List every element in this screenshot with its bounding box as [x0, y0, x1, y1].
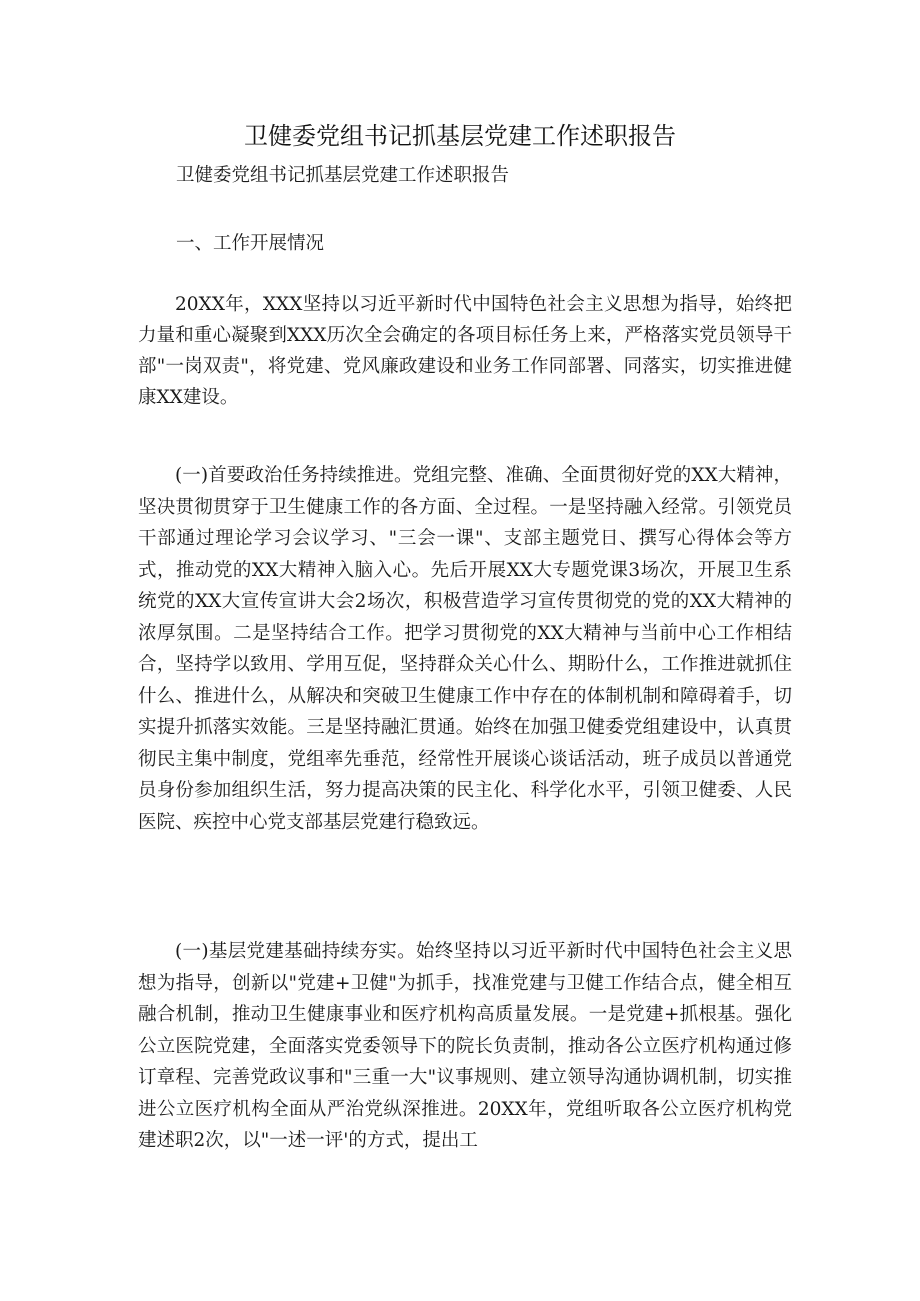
section-heading: 一、工作开展情况	[176, 233, 325, 254]
paragraph-grassroots-foundation: (一)基层党建基础持续夯实。始终坚持以习近平新时代中国特色社会主义思想为指导，创新以"党建+卫健"为抓手，找准党建与卫健工作结合点，健全相互融合机制，推动卫生健康事业和医疗机构高质量发展。一是党建+抓根基。强化公立医院党建，全面落实党委领导下的院长负责制，推动各公立医疗机构通过修订章程、完善党政议事和"三重一大"议事规则、建立领导沟通协调机制，切实推进公立医疗机构全面从严治党纵深推进。20XX年，党组听取各公立医疗机构党建述职2次，以"一述一评'的方式，提出工	[138, 941, 792, 1151]
document-subtitle: 卫健委党组书记抓基层党建工作述职报告	[176, 165, 510, 186]
document-title: 卫健委党组书记抓基层党建工作述职报告	[244, 122, 676, 150]
paragraph-political-task: (一)首要政治任务持续推进。党组完整、准确、全面贯彻好党的XX大精神，坚决贯彻贯穿于卫生健康工作的各方面、全过程。一是坚持融入经常。引领党员干部通过理论学习会议学习、"三会一课"、支部主题党日、撰写心得体会等方式，推动党的XX大精神入脑入心。先后开展XX大专题党课3场次，开展卫生系统党的XX大宣传宣讲大会2场次，积极营造学习宣传贯彻党的党的XX大精神的浓厚氛围。二是坚持结合工作。把学习贯彻党的XX大精神与当前中心工作相结合，坚持学以致用、学用互促，坚持群众关心什么、期盼什么，工作推进就抓住什么、推进什么，从解决和突破卫生健康工作中存在的体制机制和障碍着手，切实提升抓落实效能。三是坚持融汇贯通。始终在加强卫健委党组建设中，认真贯彻民主集中制度，党组率先垂范，经常性开展谈心谈话活动，班子成员以普通党员身份参加组织生活，努力提高决策的民主化、科学化水平，引领卫健委、人民医院、疾控中心党支部基层党建行稳致远。	[138, 465, 792, 833]
paragraph-intro: 20XX年，XXX坚持以习近平新时代中国特色社会主义思想为指导，始终把力量和重心凝聚到XXX历次全会确定的各项目标任务上来，严格落实党员领导干部"一岗双责"，将党建、党风廉政建设和业务工作同部署、同落实，切实推进健康XX建设。	[138, 294, 792, 408]
